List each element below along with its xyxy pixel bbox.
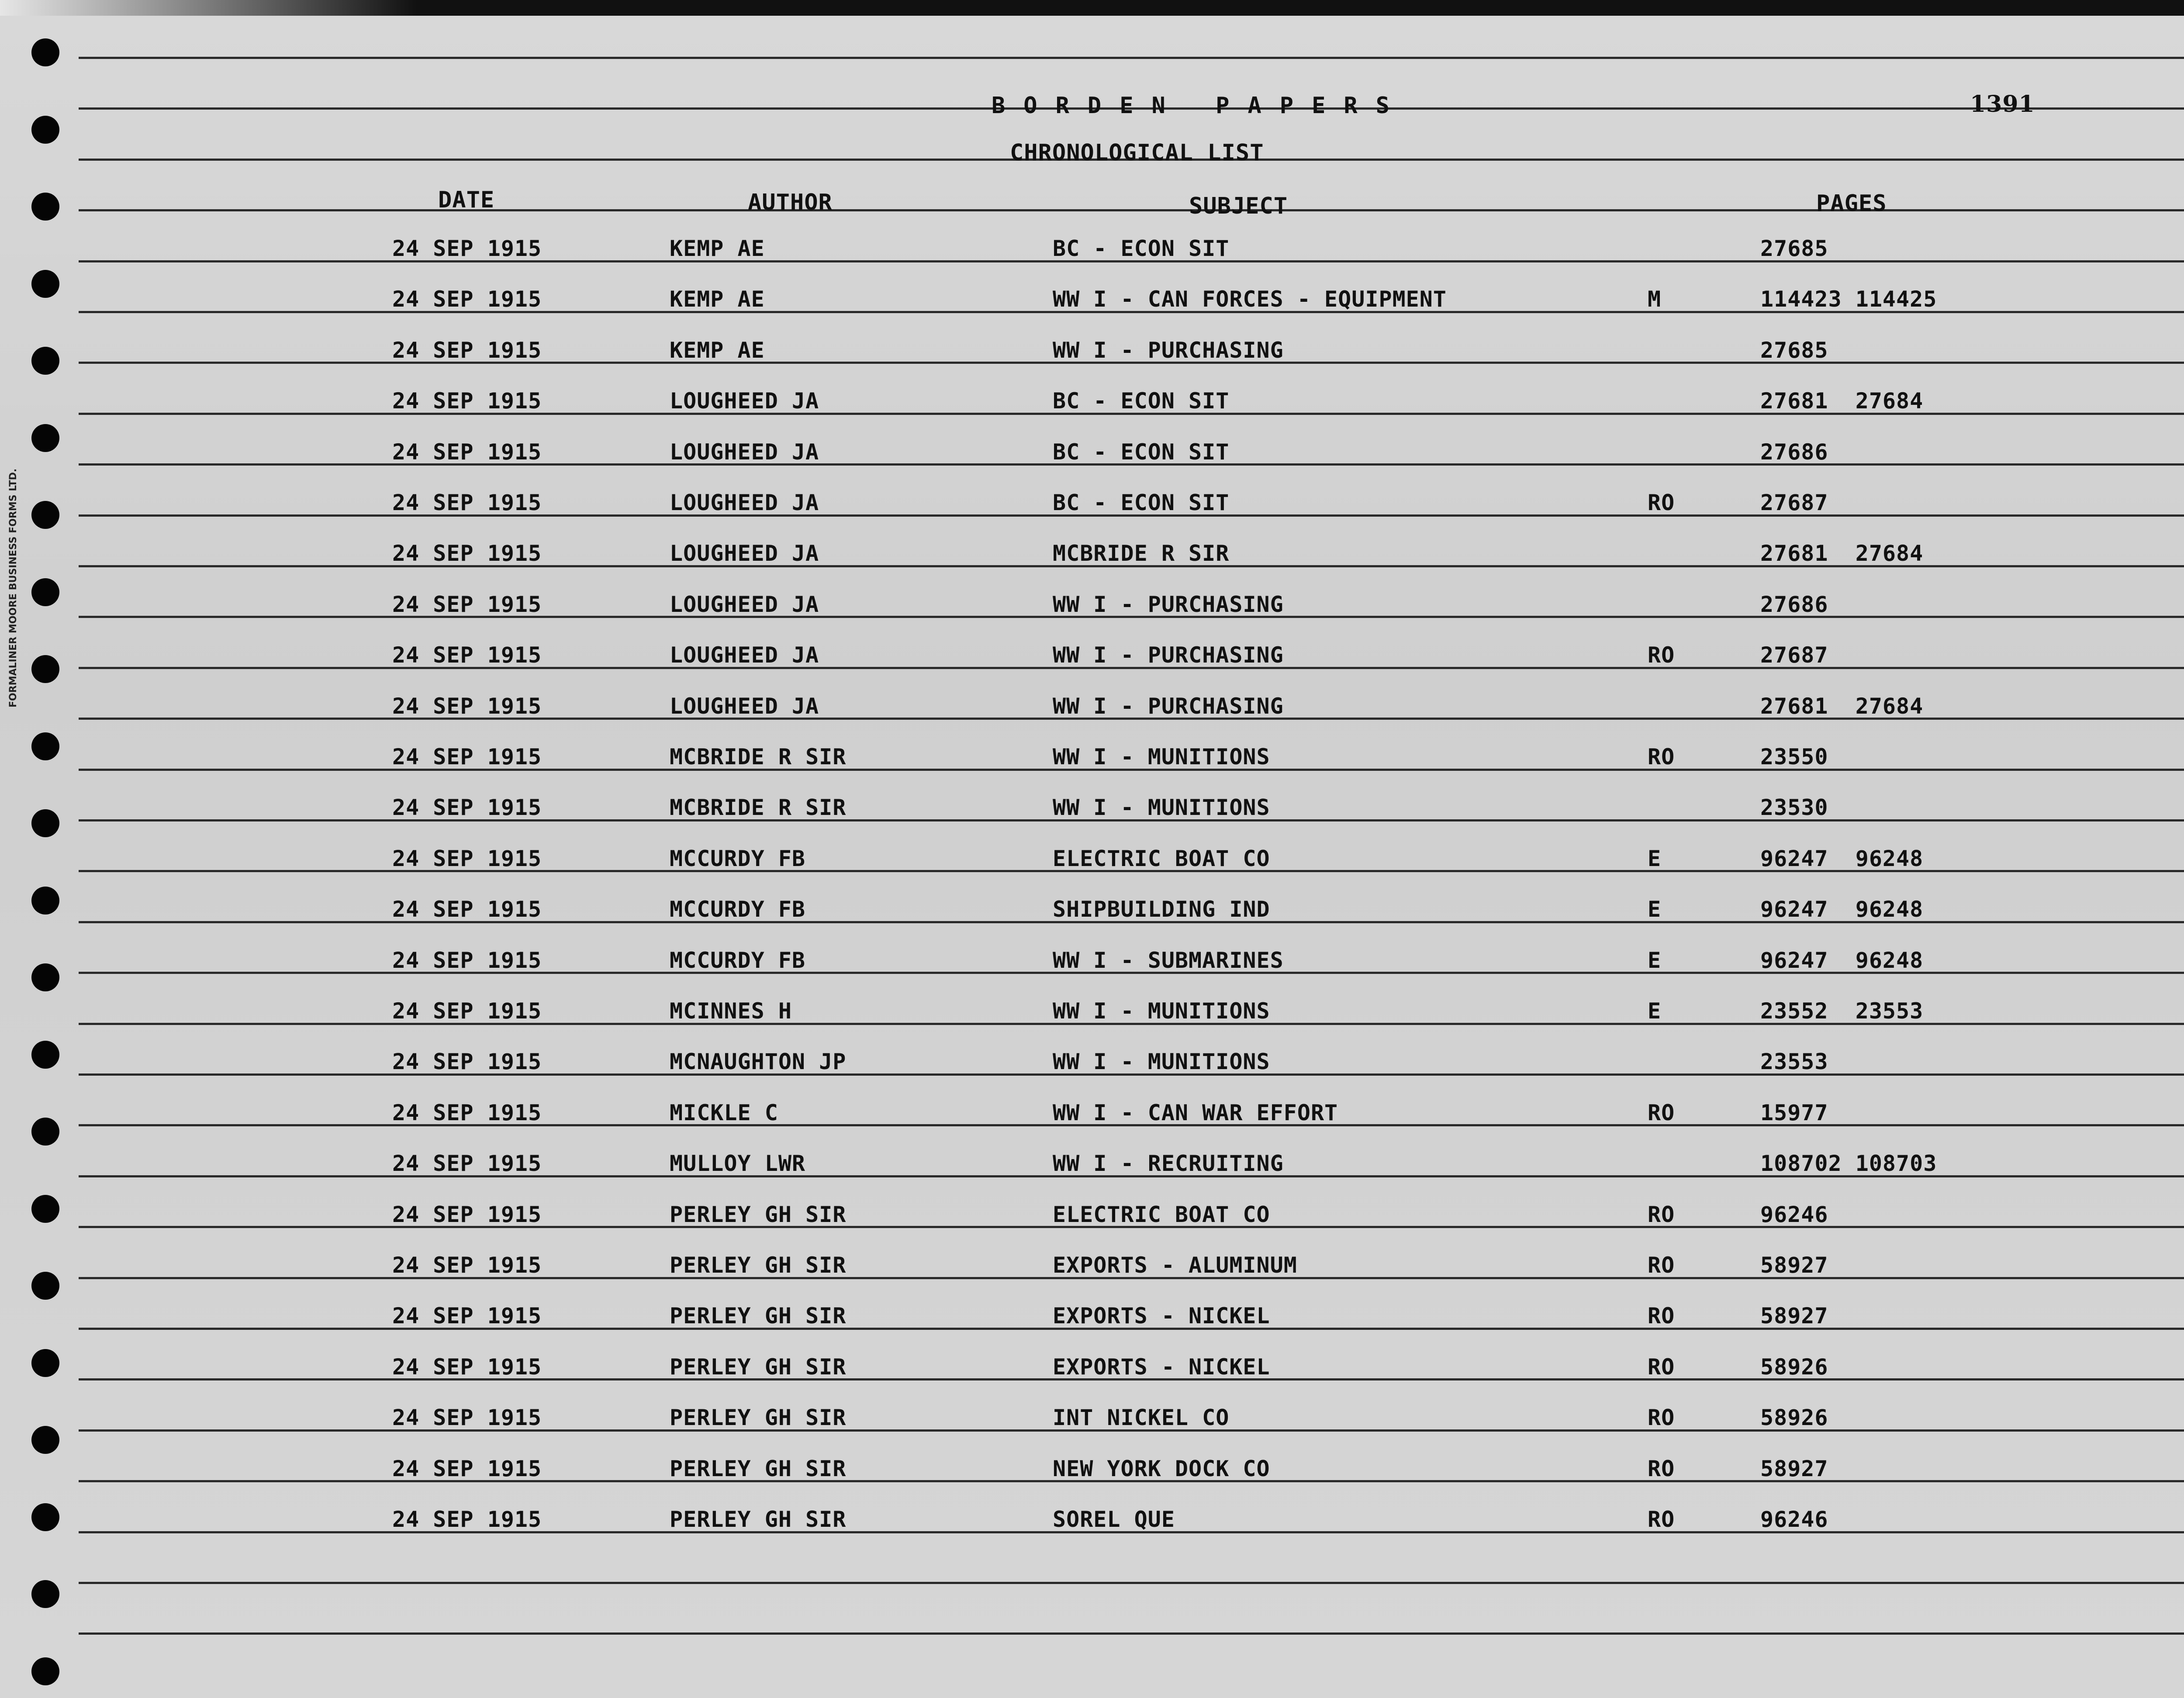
row-author: PERLEY GH SIR xyxy=(670,1253,847,1278)
feed-hole xyxy=(31,655,59,683)
feed-hole xyxy=(31,1503,59,1531)
row-code: RO xyxy=(1648,1202,1675,1227)
row-author: MULLOY LWR xyxy=(670,1151,806,1176)
row-date: 24 SEP 1915 xyxy=(392,744,542,770)
row-date: 24 SEP 1915 xyxy=(392,1253,542,1278)
feed-hole xyxy=(31,1118,59,1146)
row-pages: 23553 xyxy=(1760,1049,1828,1074)
row-date: 24 SEP 1915 xyxy=(392,795,542,820)
feed-hole xyxy=(31,963,59,991)
row-code: M xyxy=(1648,286,1662,312)
paper-top-edge xyxy=(0,0,2184,16)
feed-hole xyxy=(31,1426,59,1454)
row-author: MCBRIDE R SIR xyxy=(670,795,847,820)
row-pages: 15977 xyxy=(1760,1100,1828,1125)
row-pages: 96247 96248 xyxy=(1760,897,1924,922)
row-subject: BC - ECON SIT xyxy=(1053,388,1230,414)
row-pages: 27685 xyxy=(1760,236,1828,261)
row-code: RO xyxy=(1648,1303,1675,1329)
row-pages: 27687 xyxy=(1760,490,1828,515)
row-author: MCCURDY FB xyxy=(670,897,806,922)
row-date: 24 SEP 1915 xyxy=(392,592,542,617)
row-date: 24 SEP 1915 xyxy=(392,236,542,261)
row-author: PERLEY GH SIR xyxy=(670,1354,847,1380)
row-code: RO xyxy=(1648,1507,1675,1532)
row-code: RO xyxy=(1648,1456,1675,1481)
row-pages: 23552 23553 xyxy=(1760,998,1924,1024)
row-subject: BC - ECON SIT xyxy=(1053,439,1230,465)
feed-hole xyxy=(31,424,59,452)
row-author: LOUGHEED JA xyxy=(670,490,819,515)
document-title: BORDEN PAPERS xyxy=(992,93,1408,119)
feed-hole xyxy=(31,38,59,66)
row-author: MICKLE C xyxy=(670,1100,778,1125)
row-code: RO xyxy=(1648,1354,1675,1380)
row-date: 24 SEP 1915 xyxy=(392,1354,542,1380)
ruled-line xyxy=(79,1582,2184,1584)
row-date: 24 SEP 1915 xyxy=(392,388,542,414)
row-code: RO xyxy=(1648,1253,1675,1278)
row-author: LOUGHEED JA xyxy=(670,388,819,414)
column-header-pages: PAGES xyxy=(1816,190,1887,217)
row-subject: EXPORTS - NICKEL xyxy=(1053,1303,1270,1329)
list-subtitle: CHRONOLOGICAL LIST xyxy=(1010,140,1264,166)
row-code: E xyxy=(1648,998,1662,1024)
row-code: RO xyxy=(1648,642,1675,668)
feed-hole xyxy=(31,1349,59,1377)
row-subject: EXPORTS - ALUMINUM xyxy=(1053,1253,1297,1278)
row-author: KEMP AE xyxy=(670,338,765,363)
row-date: 24 SEP 1915 xyxy=(392,1100,542,1125)
row-code: RO xyxy=(1648,744,1675,770)
row-author: LOUGHEED JA xyxy=(670,439,819,465)
row-subject: WW I - PURCHASING xyxy=(1053,642,1284,668)
row-subject: ELECTRIC BOAT CO xyxy=(1053,846,1270,871)
row-author: PERLEY GH SIR xyxy=(670,1303,847,1329)
row-pages: 27687 xyxy=(1760,642,1828,668)
row-code: E xyxy=(1648,897,1662,922)
row-pages: 27681 27684 xyxy=(1760,541,1924,566)
row-author: MCBRIDE R SIR xyxy=(670,744,847,770)
row-author: KEMP AE xyxy=(670,286,765,312)
row-subject: WW I - MUNITIONS xyxy=(1053,1049,1270,1074)
row-date: 24 SEP 1915 xyxy=(392,338,542,363)
row-code: E xyxy=(1648,948,1662,973)
row-code: RO xyxy=(1648,1100,1675,1125)
feed-hole xyxy=(31,193,59,221)
row-date: 24 SEP 1915 xyxy=(392,541,542,566)
feed-hole xyxy=(31,887,59,915)
row-author: LOUGHEED JA xyxy=(670,642,819,668)
feed-hole xyxy=(31,501,59,529)
row-date: 24 SEP 1915 xyxy=(392,846,542,871)
page-number: 1391 xyxy=(1970,91,2035,117)
row-date: 24 SEP 1915 xyxy=(392,1151,542,1176)
feed-hole xyxy=(31,1041,59,1069)
feed-hole xyxy=(31,347,59,375)
row-author: MCCURDY FB xyxy=(670,846,806,871)
row-pages: 96247 96248 xyxy=(1760,948,1924,973)
row-subject: NEW YORK DOCK CO xyxy=(1053,1456,1270,1481)
feed-hole xyxy=(31,809,59,837)
ruled-line xyxy=(79,57,2184,59)
row-author: LOUGHEED JA xyxy=(670,592,819,617)
row-date: 24 SEP 1915 xyxy=(392,642,542,668)
row-pages: 114423 114425 xyxy=(1760,286,1937,312)
row-subject: MCBRIDE R SIR xyxy=(1053,541,1230,566)
row-pages: 23530 xyxy=(1760,795,1828,820)
feed-hole xyxy=(31,116,59,144)
row-pages: 58926 xyxy=(1760,1405,1828,1430)
row-date: 24 SEP 1915 xyxy=(392,1202,542,1227)
row-pages: 96246 xyxy=(1760,1202,1828,1227)
row-subject: BC - ECON SIT xyxy=(1053,490,1230,515)
row-date: 24 SEP 1915 xyxy=(392,1405,542,1430)
row-pages: 108702 108703 xyxy=(1760,1151,1937,1176)
row-pages: 27681 27684 xyxy=(1760,694,1924,719)
feed-hole xyxy=(31,1657,59,1685)
row-date: 24 SEP 1915 xyxy=(392,998,542,1024)
row-author: LOUGHEED JA xyxy=(670,694,819,719)
row-date: 24 SEP 1915 xyxy=(392,1049,542,1074)
row-pages: 27681 27684 xyxy=(1760,388,1924,414)
row-date: 24 SEP 1915 xyxy=(392,1507,542,1532)
row-code: E xyxy=(1648,846,1662,871)
feed-hole xyxy=(31,270,59,298)
row-pages: 96246 xyxy=(1760,1507,1828,1532)
row-pages: 58926 xyxy=(1760,1354,1828,1380)
ruled-line xyxy=(79,1632,2184,1635)
row-subject: ELECTRIC BOAT CO xyxy=(1053,1202,1270,1227)
row-date: 24 SEP 1915 xyxy=(392,948,542,973)
row-pages: 27686 xyxy=(1760,439,1828,465)
row-author: MCNAUGHTON JP xyxy=(670,1049,847,1074)
feed-hole xyxy=(31,1580,59,1608)
row-pages: 58927 xyxy=(1760,1456,1828,1481)
column-header-subject: SUBJECT xyxy=(1189,193,1288,219)
row-date: 24 SEP 1915 xyxy=(392,439,542,465)
row-date: 24 SEP 1915 xyxy=(392,1456,542,1481)
row-subject: WW I - CAN WAR EFFORT xyxy=(1053,1100,1338,1125)
row-pages: 96247 96248 xyxy=(1760,846,1924,871)
row-date: 24 SEP 1915 xyxy=(392,1303,542,1329)
row-author: LOUGHEED JA xyxy=(670,541,819,566)
row-subject: WW I - PURCHASING xyxy=(1053,592,1284,617)
row-author: PERLEY GH SIR xyxy=(670,1456,847,1481)
row-pages: 27685 xyxy=(1760,338,1828,363)
feed-hole xyxy=(31,1195,59,1223)
row-pages: 27686 xyxy=(1760,592,1828,617)
row-subject: WW I - PURCHASING xyxy=(1053,694,1284,719)
row-author: PERLEY GH SIR xyxy=(670,1202,847,1227)
row-date: 24 SEP 1915 xyxy=(392,286,542,312)
row-author: PERLEY GH SIR xyxy=(670,1405,847,1430)
row-pages: 58927 xyxy=(1760,1253,1828,1278)
row-code: RO xyxy=(1648,1405,1675,1430)
row-subject: SHIPBUILDING IND xyxy=(1053,897,1270,922)
feed-hole xyxy=(31,1272,59,1300)
row-subject: BC - ECON SIT xyxy=(1053,236,1230,261)
row-subject: WW I - MUNITIONS xyxy=(1053,795,1270,820)
row-subject: WW I - SUBMARINES xyxy=(1053,948,1284,973)
row-subject: WW I - PURCHASING xyxy=(1053,338,1284,363)
row-subject: SOREL QUE xyxy=(1053,1507,1175,1532)
row-subject: INT NICKEL CO xyxy=(1053,1405,1230,1430)
row-subject: WW I - CAN FORCES - EQUIPMENT xyxy=(1053,286,1447,312)
row-subject: EXPORTS - NICKEL xyxy=(1053,1354,1270,1380)
row-author: MCCURDY FB xyxy=(670,948,806,973)
row-date: 24 SEP 1915 xyxy=(392,694,542,719)
row-author: MCINNES H xyxy=(670,998,792,1024)
column-header-author: AUTHOR xyxy=(748,190,833,216)
row-author: KEMP AE xyxy=(670,236,765,261)
row-date: 24 SEP 1915 xyxy=(392,897,542,922)
row-author: PERLEY GH SIR xyxy=(670,1507,847,1532)
row-date: 24 SEP 1915 xyxy=(392,490,542,515)
row-code: RO xyxy=(1648,490,1675,515)
row-pages: 23550 xyxy=(1760,744,1828,770)
feed-hole xyxy=(31,578,59,606)
column-header-date: DATE xyxy=(438,187,495,213)
row-subject: WW I - MUNITIONS xyxy=(1053,744,1270,770)
feed-hole xyxy=(31,732,59,760)
row-subject: WW I - MUNITIONS xyxy=(1053,998,1270,1024)
printer-side-label: FORMALINER MOORE BUSINESS FORMS LTD. xyxy=(8,468,19,708)
row-pages: 58927 xyxy=(1760,1303,1828,1329)
row-subject: WW I - RECRUITING xyxy=(1053,1151,1284,1176)
